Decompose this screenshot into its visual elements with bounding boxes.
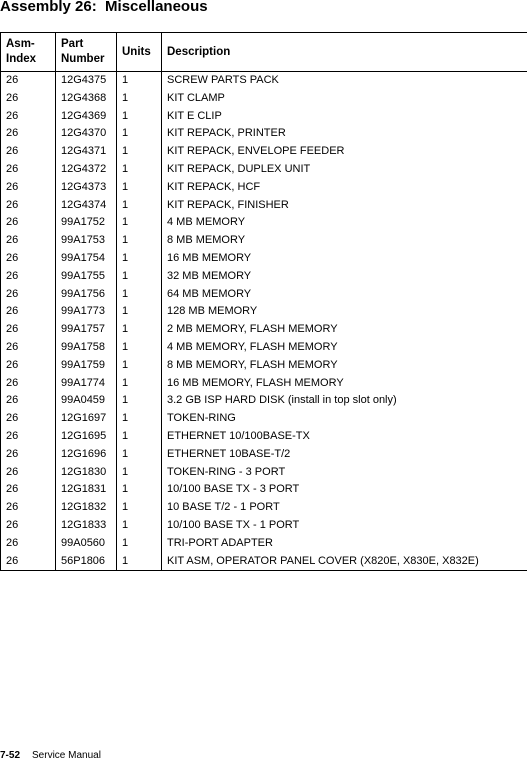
- cell-part-number: 99A1758: [56, 339, 117, 357]
- cell-units: 1: [117, 303, 162, 321]
- parts-table: [0, 32, 527, 571]
- cell-description: 4 MB MEMORY: [162, 214, 527, 232]
- page-title: Assembly 26: Miscellaneous: [0, 0, 208, 15]
- cell-part-number: 99A1755: [56, 268, 117, 286]
- cell-asm-index: 26: [1, 161, 56, 179]
- cell-asm-index: 26: [1, 339, 56, 357]
- cell-asm-index: 26: [1, 179, 56, 197]
- table-row: [1, 161, 527, 179]
- cell-part-number: 12G4369: [56, 108, 117, 126]
- cell-description: 4 MB MEMORY, FLASH MEMORY: [162, 339, 527, 357]
- cell-units: 1: [117, 197, 162, 215]
- table-row: [1, 143, 527, 161]
- header-asm-index-label: Asm- Index: [6, 38, 36, 65]
- cell-units: 1: [117, 481, 162, 499]
- table-row: [1, 375, 527, 393]
- cell-description: 32 MB MEMORY: [162, 268, 527, 286]
- cell-asm-index: 26: [1, 481, 56, 499]
- cell-description: KIT E CLIP: [162, 108, 527, 126]
- cell-units: 1: [117, 392, 162, 410]
- cell-asm-index: 26: [1, 90, 56, 108]
- cell-asm-index: 26: [1, 214, 56, 232]
- cell-units: 1: [117, 464, 162, 482]
- cell-description: TOKEN-RING - 3 PORT: [162, 464, 527, 482]
- table-row: [1, 446, 527, 464]
- table-row: [1, 303, 527, 321]
- cell-description: KIT REPACK, FINISHER: [162, 197, 527, 215]
- cell-asm-index: 26: [1, 499, 56, 517]
- header-asm-index: [1, 33, 56, 72]
- cell-units: 1: [117, 553, 162, 571]
- cell-units: 1: [117, 357, 162, 375]
- cell-part-number: 12G4374: [56, 197, 117, 215]
- cell-part-number: 12G1695: [56, 428, 117, 446]
- cell-description: 128 MB MEMORY: [162, 303, 527, 321]
- table-row: [1, 108, 527, 126]
- cell-part-number: 99A0459: [56, 392, 117, 410]
- cell-part-number: 99A1774: [56, 375, 117, 393]
- cell-asm-index: 26: [1, 410, 56, 428]
- table-row: [1, 90, 527, 108]
- cell-description: 10/100 BASE TX - 1 PORT: [162, 517, 527, 535]
- table-row: [1, 268, 527, 286]
- cell-part-number: 12G4368: [56, 90, 117, 108]
- table-row: [1, 321, 527, 339]
- cell-asm-index: 26: [1, 268, 56, 286]
- table-row: [1, 499, 527, 517]
- cell-units: 1: [117, 179, 162, 197]
- table-row: [1, 357, 527, 375]
- cell-units: 1: [117, 161, 162, 179]
- cell-description: SCREW PARTS PACK: [162, 72, 527, 90]
- footer-page-number: 7-52: [0, 750, 20, 761]
- cell-units: 1: [117, 535, 162, 553]
- table-row: [1, 428, 527, 446]
- cell-description: KIT ASM, OPERATOR PANEL COVER (X820E, X830E, X832E): [162, 553, 527, 571]
- cell-units: 1: [117, 499, 162, 517]
- cell-asm-index: 26: [1, 72, 56, 90]
- cell-units: 1: [117, 143, 162, 161]
- cell-part-number: 99A0560: [56, 535, 117, 553]
- table-row: [1, 410, 527, 428]
- cell-part-number: 12G4371: [56, 143, 117, 161]
- table-row: [1, 339, 527, 357]
- cell-description: TRI-PORT ADAPTER: [162, 535, 527, 553]
- cell-asm-index: 26: [1, 446, 56, 464]
- cell-part-number: 99A1756: [56, 286, 117, 304]
- cell-part-number: 56P1806: [56, 553, 117, 571]
- table-row: [1, 232, 527, 250]
- cell-part-number: 12G1831: [56, 481, 117, 499]
- cell-asm-index: 26: [1, 125, 56, 143]
- cell-asm-index: 26: [1, 143, 56, 161]
- cell-description: 16 MB MEMORY: [162, 250, 527, 268]
- table-row: [1, 286, 527, 304]
- table-row: [1, 481, 527, 499]
- cell-asm-index: 26: [1, 197, 56, 215]
- cell-asm-index: 26: [1, 535, 56, 553]
- table-row: [1, 72, 527, 90]
- table-header-row: [1, 33, 527, 72]
- cell-units: 1: [117, 125, 162, 143]
- cell-part-number: 12G1697: [56, 410, 117, 428]
- table-row: [1, 464, 527, 482]
- cell-description: KIT REPACK, DUPLEX UNIT: [162, 161, 527, 179]
- cell-description: 3.2 GB ISP HARD DISK (install in top slot only): [162, 392, 527, 410]
- cell-description: 10 BASE T/2 - 1 PORT: [162, 499, 527, 517]
- cell-part-number: 12G1832: [56, 499, 117, 517]
- header-part-number-label: Part Number: [61, 38, 104, 65]
- cell-units: 1: [117, 428, 162, 446]
- cell-part-number: 99A1753: [56, 232, 117, 250]
- cell-description: KIT REPACK, PRINTER: [162, 125, 527, 143]
- page-footer: [0, 750, 101, 761]
- cell-part-number: 12G1696: [56, 446, 117, 464]
- cell-asm-index: 26: [1, 428, 56, 446]
- cell-asm-index: 26: [1, 303, 56, 321]
- cell-part-number: 12G4372: [56, 161, 117, 179]
- cell-units: 1: [117, 214, 162, 232]
- cell-asm-index: 26: [1, 232, 56, 250]
- table-row: [1, 553, 527, 571]
- table-row: [1, 535, 527, 553]
- header-part-number: [56, 33, 117, 72]
- cell-units: 1: [117, 268, 162, 286]
- cell-description: 16 MB MEMORY, FLASH MEMORY: [162, 375, 527, 393]
- cell-description: KIT REPACK, ENVELOPE FEEDER: [162, 143, 527, 161]
- table-row: [1, 214, 527, 232]
- cell-units: 1: [117, 232, 162, 250]
- header-units: [117, 33, 162, 72]
- cell-asm-index: 26: [1, 553, 56, 571]
- cell-description: 10/100 BASE TX - 3 PORT: [162, 481, 527, 499]
- header-description-label: Description: [167, 46, 230, 58]
- cell-asm-index: 26: [1, 321, 56, 339]
- cell-asm-index: 26: [1, 375, 56, 393]
- cell-description: 8 MB MEMORY: [162, 232, 527, 250]
- parts-table-body: [1, 72, 527, 571]
- cell-part-number: 99A1759: [56, 357, 117, 375]
- cell-asm-index: 26: [1, 517, 56, 535]
- table-row: [1, 125, 527, 143]
- table-row: [1, 197, 527, 215]
- table-row: [1, 392, 527, 410]
- cell-description: ETHERNET 10BASE-T/2: [162, 446, 527, 464]
- cell-part-number: 12G4375: [56, 72, 117, 90]
- cell-description: 2 MB MEMORY, FLASH MEMORY: [162, 321, 527, 339]
- cell-units: 1: [117, 375, 162, 393]
- cell-part-number: 12G4370: [56, 125, 117, 143]
- cell-description: 64 MB MEMORY: [162, 286, 527, 304]
- cell-part-number: 99A1757: [56, 321, 117, 339]
- footer-label: Service Manual: [32, 750, 101, 761]
- cell-description: TOKEN-RING: [162, 410, 527, 428]
- cell-part-number: 12G4373: [56, 179, 117, 197]
- cell-units: 1: [117, 517, 162, 535]
- header-description: [162, 33, 527, 72]
- cell-part-number: 99A1752: [56, 214, 117, 232]
- cell-units: 1: [117, 446, 162, 464]
- cell-units: 1: [117, 321, 162, 339]
- cell-description: KIT CLAMP: [162, 90, 527, 108]
- cell-part-number: 12G1833: [56, 517, 117, 535]
- cell-units: 1: [117, 410, 162, 428]
- cell-part-number: 12G1830: [56, 464, 117, 482]
- table-row: [1, 517, 527, 535]
- cell-description: 8 MB MEMORY, FLASH MEMORY: [162, 357, 527, 375]
- cell-asm-index: 26: [1, 250, 56, 268]
- cell-asm-index: 26: [1, 108, 56, 126]
- table-row: [1, 250, 527, 268]
- cell-units: 1: [117, 90, 162, 108]
- cell-part-number: 99A1754: [56, 250, 117, 268]
- cell-asm-index: 26: [1, 357, 56, 375]
- header-units-label: Units: [122, 46, 151, 58]
- cell-description: KIT REPACK, HCF: [162, 179, 527, 197]
- cell-units: 1: [117, 250, 162, 268]
- cell-asm-index: 26: [1, 286, 56, 304]
- cell-asm-index: 26: [1, 392, 56, 410]
- cell-units: 1: [117, 339, 162, 357]
- cell-units: 1: [117, 72, 162, 90]
- cell-part-number: 99A1773: [56, 303, 117, 321]
- cell-units: 1: [117, 286, 162, 304]
- cell-description: ETHERNET 10/100BASE-TX: [162, 428, 527, 446]
- cell-units: 1: [117, 108, 162, 126]
- table-row: [1, 179, 527, 197]
- cell-asm-index: 26: [1, 464, 56, 482]
